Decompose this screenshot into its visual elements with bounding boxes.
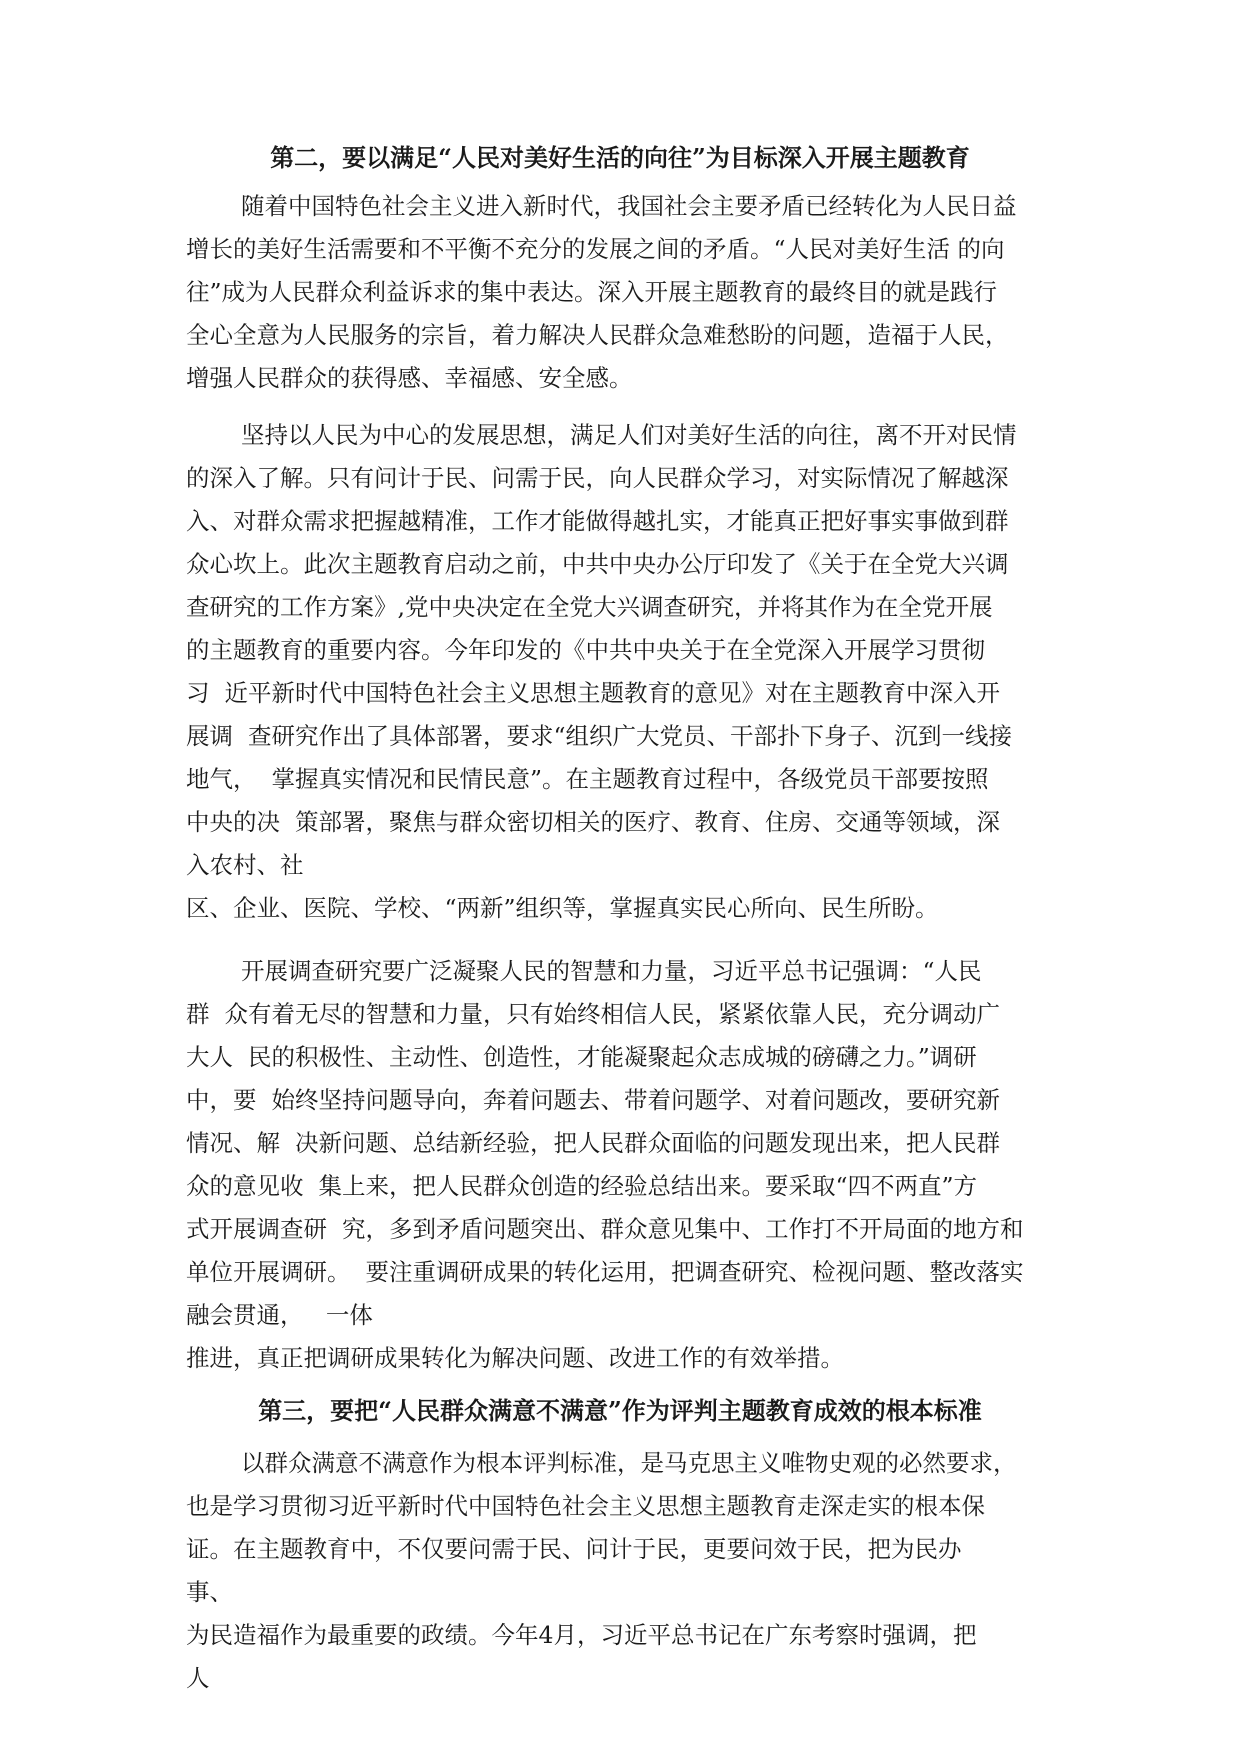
para-2-line: 中央的决 策部署，聚焦与群众密切相关的医疗、教育、住房、交通等领域，深 <box>186 808 1000 836</box>
para-3-line: 群 众有着无尽的智慧和力量，只有始终相信人民，紧紧依靠人民，充分调动广 <box>186 1000 1000 1028</box>
para-4-line: 人 <box>186 1664 210 1692</box>
para-3-line: 众的意见收 集上来，把人民群众创造的经验总结出来。要采取“四不两直”方 <box>186 1172 977 1200</box>
para-2-line: 入农村、社 <box>186 851 304 879</box>
para-2-line: 坚持以人民为中心的发展思想，满足人们对美好生活的向往，离不开对民情 <box>241 421 1017 449</box>
para-2-line: 的主题教育的重要内容。今年印发的《中共中央关于在全党深入开展学习贯彻 <box>186 636 985 664</box>
section-heading-2: 第二，要以满足“人民对美好生活的向往”为目标深入开展主题教育 <box>270 143 970 172</box>
para-2-line: 地气， 掌握真实情况和民情民意”。在主题教育过程中，各级党员干部要按照 <box>186 765 989 793</box>
para-2-line: 入、对群众需求把握越精准，工作才能做得越扎实，才能真正把好事实事做到群 <box>186 507 1009 535</box>
para-4-line: 事、 <box>186 1578 233 1606</box>
para-3-line: 单位开展调研。 要注重调研成果的转化运用，把调查研究、检视问题、整改落实 <box>186 1258 1024 1286</box>
para-2-line: 的深入了解。只有问计于民、问需于民，向人民群众学习，对实际情况了解越深 <box>186 464 1009 492</box>
para-1-line: 全心全意为人民服务的宗旨，着力解决人民群众急难愁盼的问题，造福于人民， <box>186 321 1009 349</box>
para-3-line: 中，要 始终坚持问题导向，奔着问题去、带着问题学、对着问题改，要研究新 <box>186 1086 1000 1114</box>
para-4-line: 证。在主题教育中，不仅要问需于民、问计于民，更要问效于民，把为民办 <box>186 1535 962 1563</box>
para-3-line: 开展调查研究要广泛凝聚人民的智慧和力量，习近平总书记强调：“人民 <box>241 957 982 985</box>
para-2-line: 区、企业、医院、学校、“两新”组织等，掌握真实民心所向、民生所盼。 <box>186 894 939 922</box>
para-3-line: 式开展调查研 究，多到矛盾问题突出、群众意见集中、工作打不开局面的地方和 <box>186 1215 1024 1243</box>
para-4-line: 为民造福作为最重要的政绩。今年4月，习近平总书记在广东考察时强调，把 <box>186 1621 977 1649</box>
para-1-line: 随着中国特色社会主义进入新时代，我国社会主要矛盾已经转化为人民日益 <box>241 192 1017 220</box>
para-2-line: 众心坎上。此次主题教育启动之前，中共中央办公厅印发了《关于在全党大兴调 <box>186 550 1009 578</box>
paragraph-2 <box>186 414 1096 930</box>
para-1-line: 增长的美好生活需要和不平衡不充分的发展之间的矛盾。“人民对美好生活 的向 <box>186 235 1005 263</box>
para-2-line: 查研究的工作方案》,党中央决定在全党大兴调查研究，并将其作为在全党开展 <box>186 593 993 621</box>
paragraph-4 <box>186 1442 1096 1700</box>
paragraph-3 <box>186 950 1096 1380</box>
para-3-line: 推进，真正把调研成果转化为解决问题、改进工作的有效举措。 <box>186 1344 844 1372</box>
para-4-line: 以群众满意不满意作为根本评判标准，是马克思主义唯物史观的必然要求， <box>241 1449 1017 1477</box>
para-2-line: 习 近平新时代中国特色社会主义思想主题教育的意见》对在主题教育中深入开 <box>186 679 1000 707</box>
para-2-line: 展调 查研究作出了具体部署，要求“组织广大党员、干部扑下身子、沉到一线接 <box>186 722 1012 750</box>
para-4-line: 也是学习贯彻习近平新时代中国特色社会主义思想主题教育走深走实的根本保 <box>186 1492 985 1520</box>
para-3-line: 融会贯通， 一体 <box>186 1301 373 1329</box>
para-3-line: 大人 民的积极性、主动性、创造性，才能凝聚起众志成城的磅礴之力。”调研 <box>186 1043 977 1071</box>
section-heading-3: 第三，要把“人民群众满意不满意”作为评判主题教育成效的根本标准 <box>258 1396 982 1425</box>
para-1-line: 增强人民群众的获得感、幸福感、安全感。 <box>186 364 633 392</box>
para-3-line: 情况、解 决新问题、总结新经验，把人民群众面临的问题发现出来，把人民群 <box>186 1129 1000 1157</box>
paragraph-1 <box>186 185 1096 400</box>
para-1-line: 往”成为人民群众利益诉求的集中表达。深入开展主题教育的最终目的就是践行 <box>186 278 998 306</box>
